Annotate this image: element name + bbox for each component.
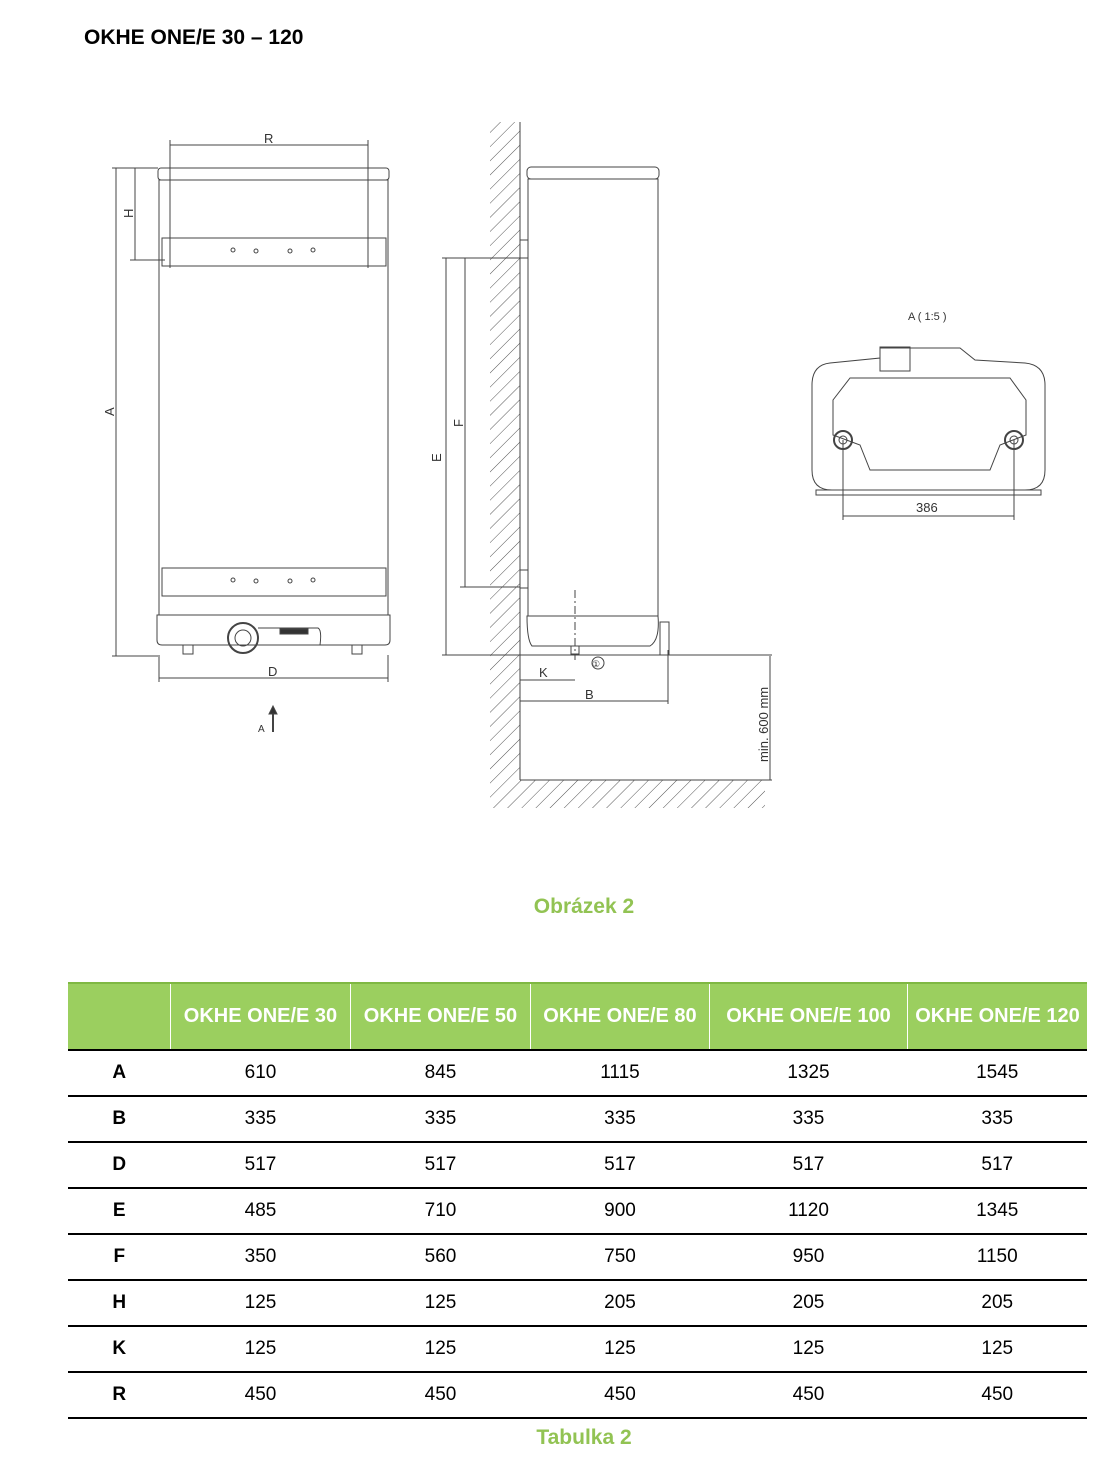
label-f: F [451,419,466,427]
table-cell: 125 [351,1326,531,1372]
table-cell: 205 [710,1280,908,1326]
table-row [68,1372,1087,1418]
table-cell: 450 [531,1372,710,1418]
row-label: K [68,1326,171,1372]
table-cell: 450 [351,1372,531,1418]
detail-dimension: 386 [916,500,938,515]
table-row [68,1188,1087,1234]
table-cell: 517 [710,1142,908,1188]
table-cell: 125 [171,1280,351,1326]
row-label: F [68,1234,171,1280]
row-label: D [68,1142,171,1188]
table-cell: 485 [171,1188,351,1234]
table-row [68,1326,1087,1372]
table-cell: 1345 [908,1188,1088,1234]
table-row [68,1096,1087,1142]
table-cell: 125 [710,1326,908,1372]
table-cell: 350 [171,1234,351,1280]
table-cell: 125 [908,1326,1088,1372]
label-d: D [268,664,278,679]
label-b: B [585,687,594,702]
label-k: K [539,665,548,680]
table-cell: 335 [171,1096,351,1142]
table-cell: 335 [908,1096,1088,1142]
label-r: R [264,131,274,146]
table-cell: 450 [171,1372,351,1418]
row-label: E [68,1188,171,1234]
table-cell: 1545 [908,1050,1088,1096]
table-header: OKHE ONE/E 120 [908,983,1088,1050]
table-cell: 517 [908,1142,1088,1188]
table-cell: 1120 [710,1188,908,1234]
table-cell: 750 [531,1234,710,1280]
table-cell: 710 [351,1188,531,1234]
table-cell: 950 [710,1234,908,1280]
detail-view [812,347,1045,520]
table-row [68,1280,1087,1326]
table-cell: 335 [531,1096,710,1142]
min-clearance-label: min. 600 mm [756,686,771,762]
table-cell: 1325 [710,1050,908,1096]
table-cell: 125 [171,1326,351,1372]
table-cell: 450 [908,1372,1088,1418]
table-cell: 560 [351,1234,531,1280]
table-header: OKHE ONE/E 50 [351,983,531,1050]
table-row [68,1050,1087,1096]
table-cell: 1150 [908,1234,1088,1280]
table-cell: 517 [351,1142,531,1188]
table-cell: 1115 [531,1050,710,1096]
table-cell: 517 [531,1142,710,1188]
note-marker: ① [592,659,601,669]
label-a: A [102,407,117,416]
side-view [442,122,772,808]
table-header [68,983,171,1050]
row-label: A [68,1050,171,1096]
table-header-row [68,983,1087,1050]
table-row [68,1234,1087,1280]
table-cell: 900 [531,1188,710,1234]
table-header: OKHE ONE/E 80 [531,983,710,1050]
table-cell: 205 [531,1280,710,1326]
view-arrow-label: A [258,724,265,735]
label-e: E [429,453,444,462]
table-caption: Tabulka 2 [536,1426,632,1449]
front-view [112,140,390,732]
detail-title: A ( 1:5 ) [908,311,947,323]
table-cell: 335 [710,1096,908,1142]
table-cell: 205 [908,1280,1088,1326]
table-cell: 335 [351,1096,531,1142]
page-title: OKHE ONE/E 30 – 120 [84,26,304,49]
table-cell: 845 [351,1050,531,1096]
table-cell: 517 [171,1142,351,1188]
table-cell: 610 [171,1050,351,1096]
table-cell: 125 [531,1326,710,1372]
table-cell: 450 [710,1372,908,1418]
table-cell: 125 [351,1280,531,1326]
table-header: OKHE ONE/E 100 [710,983,908,1050]
row-label: B [68,1096,171,1142]
dimensions-table [68,982,1087,1419]
label-h: H [121,208,136,218]
row-label: R [68,1372,171,1418]
row-label: H [68,1280,171,1326]
table-header: OKHE ONE/E 30 [171,983,351,1050]
figure-caption: Obrázek 2 [533,895,635,918]
table-row [68,1142,1087,1188]
